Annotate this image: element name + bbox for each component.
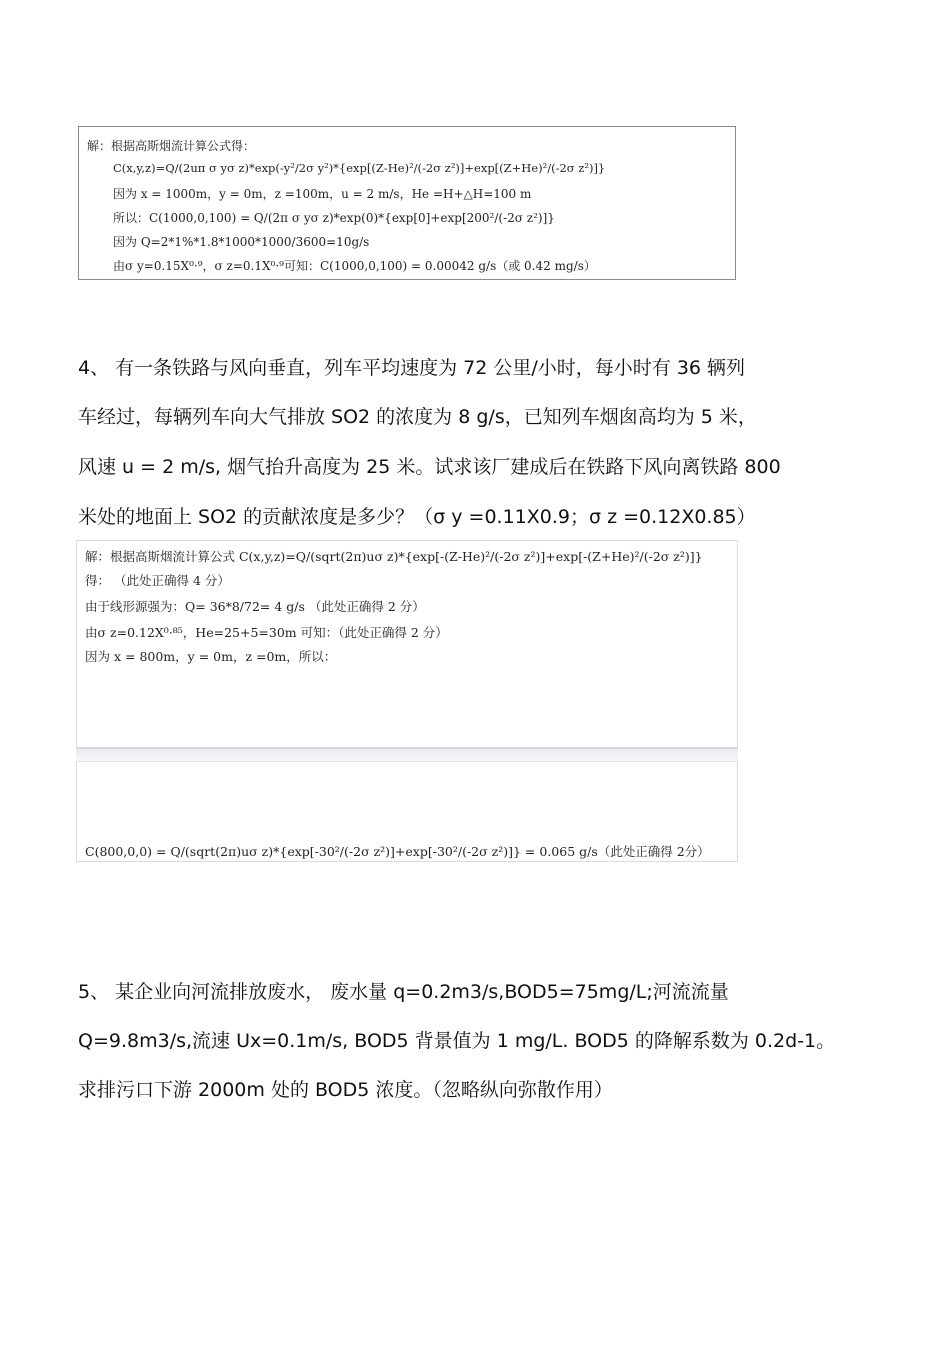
solution-3-line-3: 因为 x = 1000m，y = 0m，z =100m，u = 2 m/s，He =H+△H=100 m <box>113 187 532 201</box>
solution-3-image <box>78 126 736 280</box>
solution-4-image-divider <box>76 748 738 762</box>
solution-3-line-1: 解：根据高斯烟流计算公式得： <box>87 139 256 153</box>
solution-3-line-2: C(x,y,z)=Q/(2uπ σ yσ z)*exp(-y²/2σ y²)*{exp[(Z-He)²/(-2σ z²)]+exp[(Z+He)²/(-2σ z²)]} <box>113 161 606 175</box>
question-5-line-1: 5、 某企业向河流排放废水， 废水量 q=0.2m3/s,BOD5=75mg/L;河流流量 <box>78 981 729 1003</box>
solution-4-image-bottom <box>76 762 738 862</box>
question-4-line-3: 风速 u = 2 m/s, 烟气抬升高度为 25 米。试求该厂建成后在铁路下风向离铁路 800 <box>78 456 781 478</box>
question-5-line-2: Q=9.8m3/s,流速 Ux=0.1m/s, BOD5 背景值为 1 mg/L. BOD5 的降解系数为 0.2d-1。 <box>78 1030 836 1052</box>
question-4-line-2: 车经过，每辆列车向大气排放 SO2 的浓度为 8 g/s，已知列车烟囱高均为 5 米， <box>78 406 757 428</box>
solution-4-line-3: 由于线形源强为：Q= 36*8/72= 4 g/s （此处正确得 2 分） <box>85 599 425 614</box>
solution-4-line-2: 得： （此处正确得 4 分） <box>85 573 230 588</box>
solution-4-line-5: 因为 x = 800m，y = 0m，z =0m，所以： <box>85 649 337 664</box>
solution-4-final-line: C(800,0,0) = Q/(sqrt(2π)uσ z)*{exp[-30²/(-2σ z²)]+exp[-30²/(-2σ z²)]} = 0.065 g/s（此处正确得 2分） <box>85 844 710 859</box>
solution-4-line-4: 由σ z=0.12X⁰·⁸⁵，He=25+5=30m 可知：（此处正确得 2 分） <box>85 625 448 640</box>
question-4-line-1: 4、 有一条铁路与风向垂直，列车平均速度为 72 公里/小时，每小时有 36 辆列 <box>78 357 746 379</box>
solution-4-line-1: 解：根据高斯烟流计算公式 C(x,y,z)=Q/(sqrt(2π)uσ z)*{exp[-(Z-He)²/(-2σ z²)]+exp[-(Z+He)²/(-2σ z²)]} <box>85 549 703 564</box>
solution-3-line-6: 由σ y=0.15X⁰·⁹，σ z=0.1X⁰·⁹可知：C(1000,0,100) = 0.00042 g/s（或 0.42 mg/s） <box>113 259 596 273</box>
solution-4-image-top <box>76 540 738 748</box>
solution-3-line-4: 所以：C(1000,0,100) = Q/(2π σ yσ z)*exp(0)*{exp[0]+exp[200²/(-2σ z²)]} <box>113 211 555 225</box>
question-5-line-3: 求排污口下游 2000m 处的 BOD5 浓度。（忽略纵向弥散作用） <box>78 1079 613 1101</box>
question-4-line-4: 米处的地面上 SO2 的贡献浓度是多少？（σ y =0.11X0.9；σ z =0.12X0.85） <box>78 506 756 528</box>
solution-3-line-5: 因为 Q=2*1%*1.8*1000*1000/3600=10g/s <box>113 235 370 249</box>
